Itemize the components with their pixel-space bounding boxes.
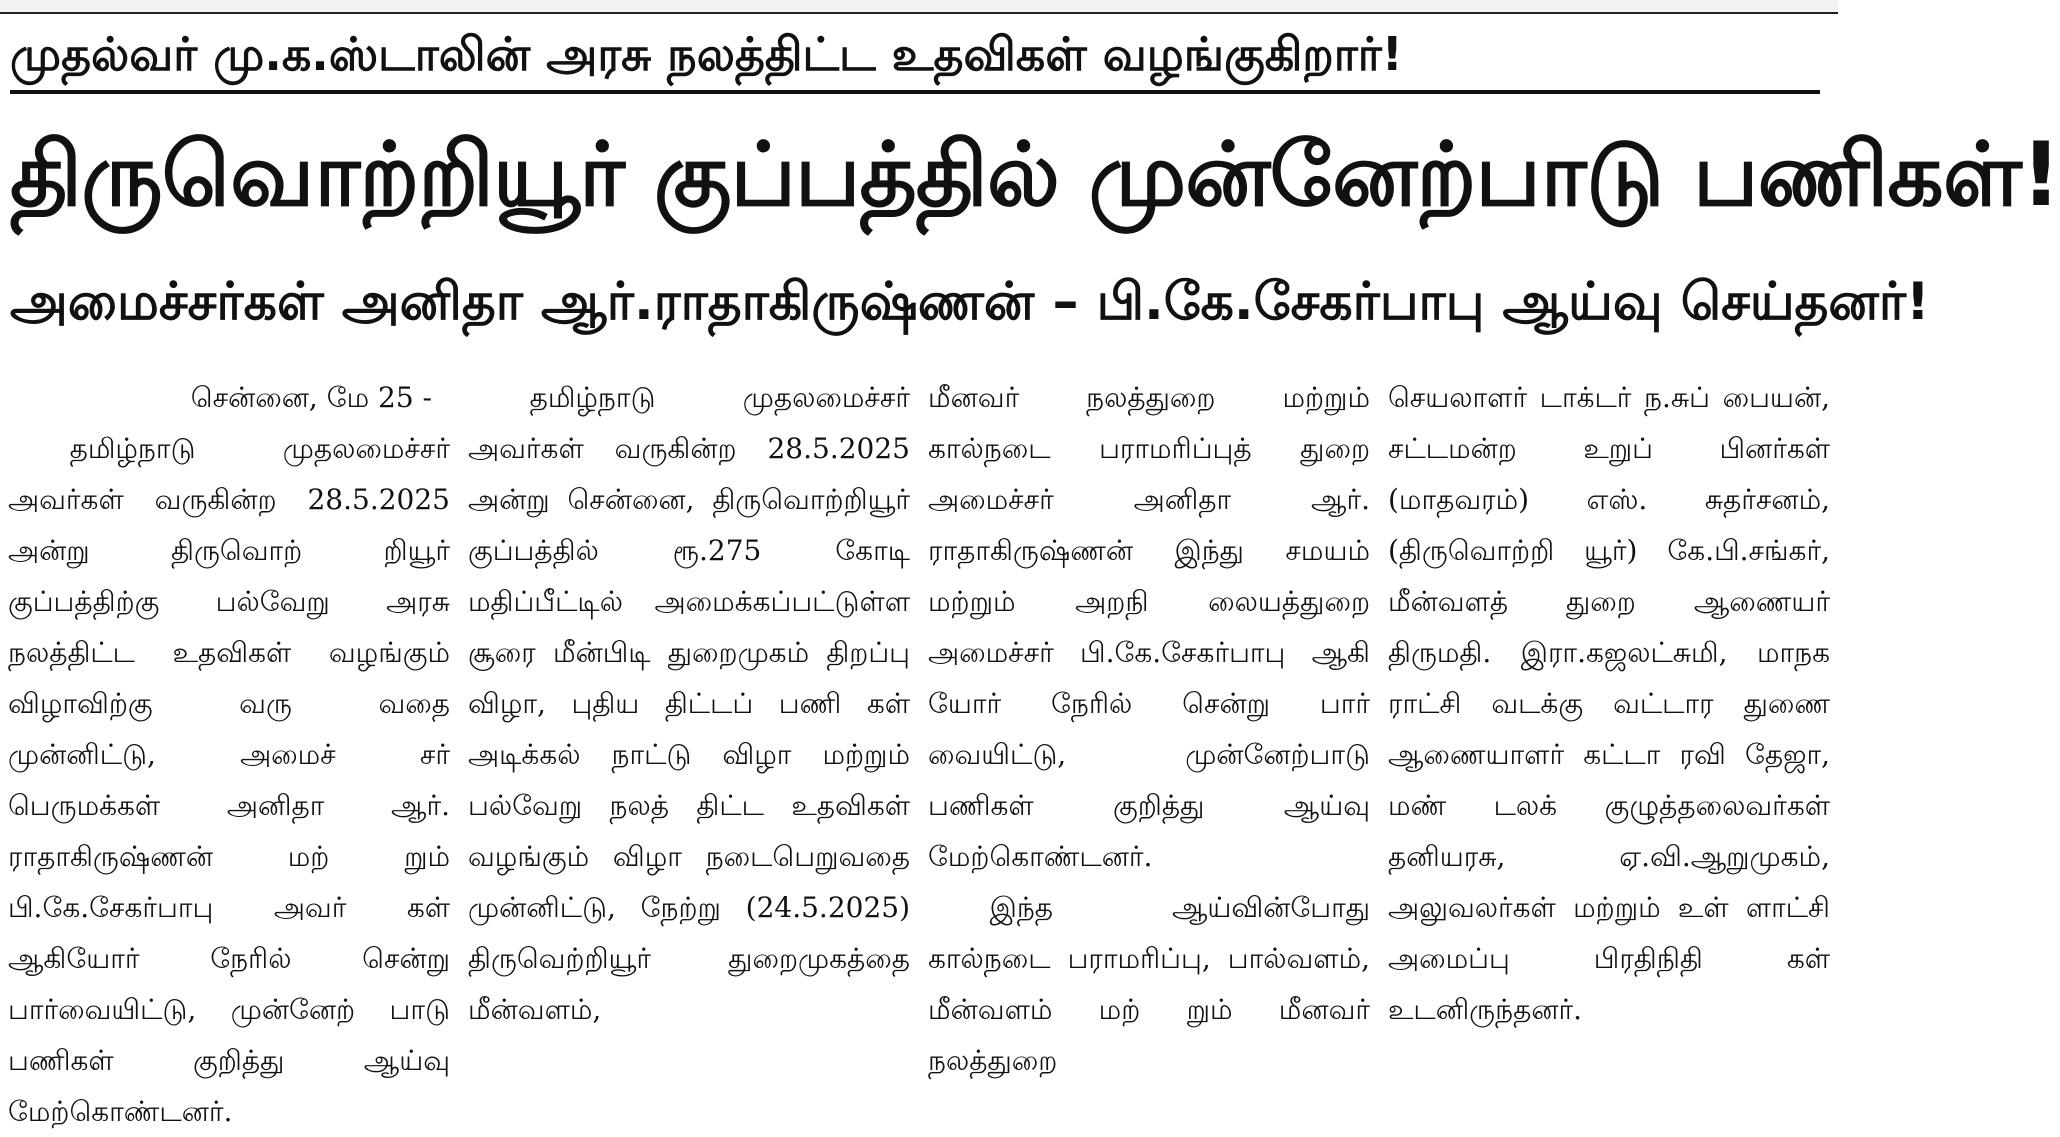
sub-headline: அமைச்சர்கள் அனிதா ஆர்.ராதாகிருஷ்ணன் – பி.கே.சேகர்பாபு ஆய்வு செய்தனர்!	[10, 272, 1930, 332]
article-body	[8, 372, 1830, 1128]
article-paragraph: மீனவர் நலத்துறை மற்றும் கால்நடை பராமரிப்புத் துறை அமைச்சர் அனிதா ஆர். ராதாகிருஷ்ணன் இந்து சமயம் மற்றும் அறநி லையத்துறை அமைச்சர் பி.கே.சேகர்பாபு ஆகி யோர் நேரில் சென்று பார் வையிட்டு, முன்னேற்பாடு பணிகள் குறித்து ஆய்வு மேற்கொண்டனர்.	[928, 381, 1370, 873]
article-paragraph: செயலாளர் டாக்டர் ந.சுப் பையன், சட்டமன்ற உறுப் பினர்கள் (மாதவரம்) எஸ். சுதர்சனம், (திருவொற்றி யூர்) கே.பி.சங்கர், மீன்வளத் துறை ஆணையர் திருமதி. இரா.கஜலட்சுமி, மாநக ராட்சி வடக்கு வட்டார துணை ஆணையாளர் கட்டா ரவி தேஜா, மண் டலக் குழுத்தலைவர்கள் தனியரசு, ஏ.வி.ஆறுமுகம், அலுவலர்கள் மற்றும் உள் ளாட்சி அமைப்பு பிரதிநிதி கள் உடனிருந்தனர்.	[1388, 381, 1830, 1026]
article-column-4	[1388, 372, 1830, 1062]
article-column-2	[468, 372, 910, 1062]
article-column-3	[928, 372, 1370, 1077]
main-headline: திருவொற்றியூர் குப்பத்தில் முன்னேற்பாடு பணிகள்!	[10, 123, 2060, 226]
top-rule	[0, 0, 1838, 14]
article-paragraph: தமிழ்நாடு முதலமைச்சர் அவர்கள் வருகின்ற 28.5.2025 அன்று திருவொற் றியூர் குப்பத்திற்கு பல்வேறு அரசு நலத்திட்ட உதவிகள் வழங்கும் விழாவிற்கு வரு வதை முன்னிட்டு, அமைச் சர் பெருமக்கள் அனிதா ஆர். ராதாகிருஷ்ணன் மற் றும் பி.கே.சேகர்பாபு அவர் கள் ஆகியோர் நேரில் சென்று பார்வையிட்டு, முன்னேற் பாடு பணிகள் குறித்து ஆய்வு மேற்கொண்டனர்.	[8, 432, 450, 1128]
article-column-1	[8, 372, 450, 1128]
article-paragraph: இந்த ஆய்வின்போது கால்நடை பராமரிப்பு, பால்வளம், மீன்வளம் மற் றும் மீனவர் நலத்துறை	[928, 891, 1370, 1077]
article-paragraph: தமிழ்நாடு முதலமைச்சர் அவர்கள் வருகின்ற 28.5.2025 அன்று சென்னை, திருவொற்றியூர் குப்பத்தில் ரூ.275 கோடி மதிப்பீட்டில் அமைக்கப்பட்டுள்ள சூரை மீன்பிடி துறைமுகம் திறப்பு விழா, புதிய திட்டப் பணி கள் அடிக்கல் நாட்டு விழா மற்றும் பல்வேறு நலத் திட்ட உதவிகள் வழங்கும் விழா நடைபெறுவதை முன்னிட்டு, நேற்று (24.5.2025) திருவெற்றியூர் துறைமுகத்தை மீன்வளம்,	[468, 381, 910, 1026]
dateline: சென்னை, மே 25 -	[190, 381, 432, 414]
kicker-headline: முதல்வர் மு.க.ஸ்டாலின் அரசு நலத்திட்ட உதவிகள் வழங்குகிறார்!	[10, 24, 1820, 94]
